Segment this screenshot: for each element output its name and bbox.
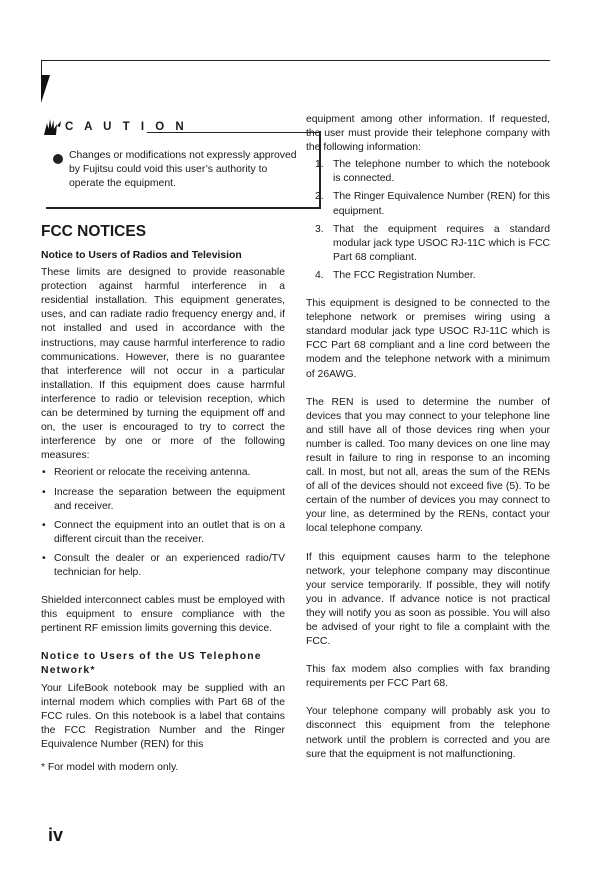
list-item	[306, 158, 550, 186]
list-item-text: That the equipment requires a standard modular jack type USOC RJ-11C which is FCC Part 68 compliant.	[333, 223, 550, 263]
network-connection-paragraph: This equipment is designed to be connected to the telephone network or premises wiring using a standard modular jack type USOC RJ-11C which is FCC Part 68 compliant and a line cord between the modem and the telephone network with a minimum of 26AWG.	[306, 298, 550, 380]
caution-bullet-icon	[53, 154, 63, 164]
disconnect-paragraph: Your telephone company will probably ask you to disconnect this equipment from the telephone network until the problem is corrected and you are sure that the equipment is not malfunctioning.	[306, 706, 550, 760]
left-column	[41, 113, 297, 775]
bullet-icon: •	[42, 552, 46, 564]
list-number: 4.	[315, 269, 324, 281]
caution-heading-rule	[147, 132, 321, 133]
list-item	[306, 223, 550, 265]
list-item	[41, 466, 285, 480]
list-item-text: Connect the equipment into an outlet that is on a different circuit than the receiver.	[54, 519, 285, 545]
right-column	[306, 113, 550, 762]
list-number: 2.	[315, 191, 324, 203]
list-item	[41, 519, 285, 547]
fcc-notices-title: FCC NOTICES	[41, 223, 147, 240]
measures-list	[41, 466, 285, 580]
bullet-icon: •	[42, 467, 46, 479]
ren-paragraph: The REN is used to determine the number of devices that you may connect to your telephone line and still have all of those devices ring when your number is called. Too many devices on one line may result in failure to ring in response to an incoming call. In most, but not all, areas the sum of the RENs of all of the devices should not exceed five (5). To be certain of the number of devices you may connect to your line, as determined by the RENs, contact your local telephone company.	[306, 396, 550, 535]
list-item-text: Increase the separation between the equipment and receiver.	[54, 486, 285, 512]
radio-tv-paragraph: These limits are designed to provide reasonable protection against harmful interference in a residential installation. This equipment generates, uses, and can radiate radio frequency energy and, if not installed and used in accordance with the instructions, may cause harmful interference to radio communications. However, there is no guarantee that interference will not occur in a particular installation. If this equipment does cause harmful interference to radio or television reception, which can be determined by turning the equipment off and on, the user is encouraged to try to correct the interference by one or more of the following measures:	[41, 267, 285, 462]
header-tab-marker	[41, 75, 50, 103]
list-item-text: The telephone number to which the notebook is connected.	[333, 159, 550, 185]
list-item	[306, 269, 550, 283]
list-item	[306, 190, 550, 218]
list-item	[41, 552, 285, 580]
list-number: 3.	[315, 223, 324, 235]
list-item-text: The Ringer Equivalence Number (REN) for this equipment.	[333, 191, 550, 217]
list-number: 1.	[315, 159, 324, 171]
footnote: * For model with modern only.	[41, 762, 179, 773]
required-info-list	[306, 158, 550, 283]
continued-paragraph: equipment among other information. If requested, the user must provide their telephone company with the following information:	[306, 114, 550, 154]
radio-tv-subhead: Notice to Users of Radios and Television	[41, 250, 242, 261]
bullet-icon: •	[42, 519, 46, 531]
caution-heading-row	[41, 117, 188, 137]
list-item-text: The FCC Registration Number.	[333, 269, 476, 281]
list-item	[41, 486, 285, 514]
list-item-text: Consult the dealer or an experienced radio/TV technician for help.	[54, 552, 285, 578]
caution-heading: C A U T I O N	[65, 120, 188, 133]
telephone-network-subhead: Notice to Users of the US Telephone Network*	[41, 651, 262, 677]
page-number: iv	[48, 825, 64, 845]
caution-text: Changes or modifications not expressly approved by Fujitsu could void this user’s authority to operate the equipment.	[69, 150, 297, 190]
harm-paragraph: If this equipment causes harm to the telephone network, your telephone company may discontinue your service temporarily. If possible, they will notify you in advance. If advance notice is not practical they will notify you as soon as possible. You will also be advised of your right to file a complaint with the FCC.	[306, 551, 550, 648]
hand-warning-icon	[41, 117, 63, 137]
shielded-cables-paragraph: Shielded interconnect cables must be employed with this equipment to ensure compliance with the pertinent RF emission limits governing this device.	[41, 595, 285, 635]
fax-branding-paragraph: This fax modem also complies with fax branding requirements per FCC Part 68.	[306, 664, 550, 690]
header-rule	[41, 60, 550, 61]
bullet-icon: •	[42, 486, 46, 498]
telephone-network-paragraph: Your LifeBook notebook may be supplied with an internal modem which complies with Part 68 of the FCC rules. On this notebook is a label that contains the FCC Registration Number and the Ringer Equivalence Number (REN) for this	[41, 682, 285, 750]
list-item-text: Reorient or relocate the receiving antenna.	[54, 467, 251, 479]
caution-box	[41, 113, 297, 213]
